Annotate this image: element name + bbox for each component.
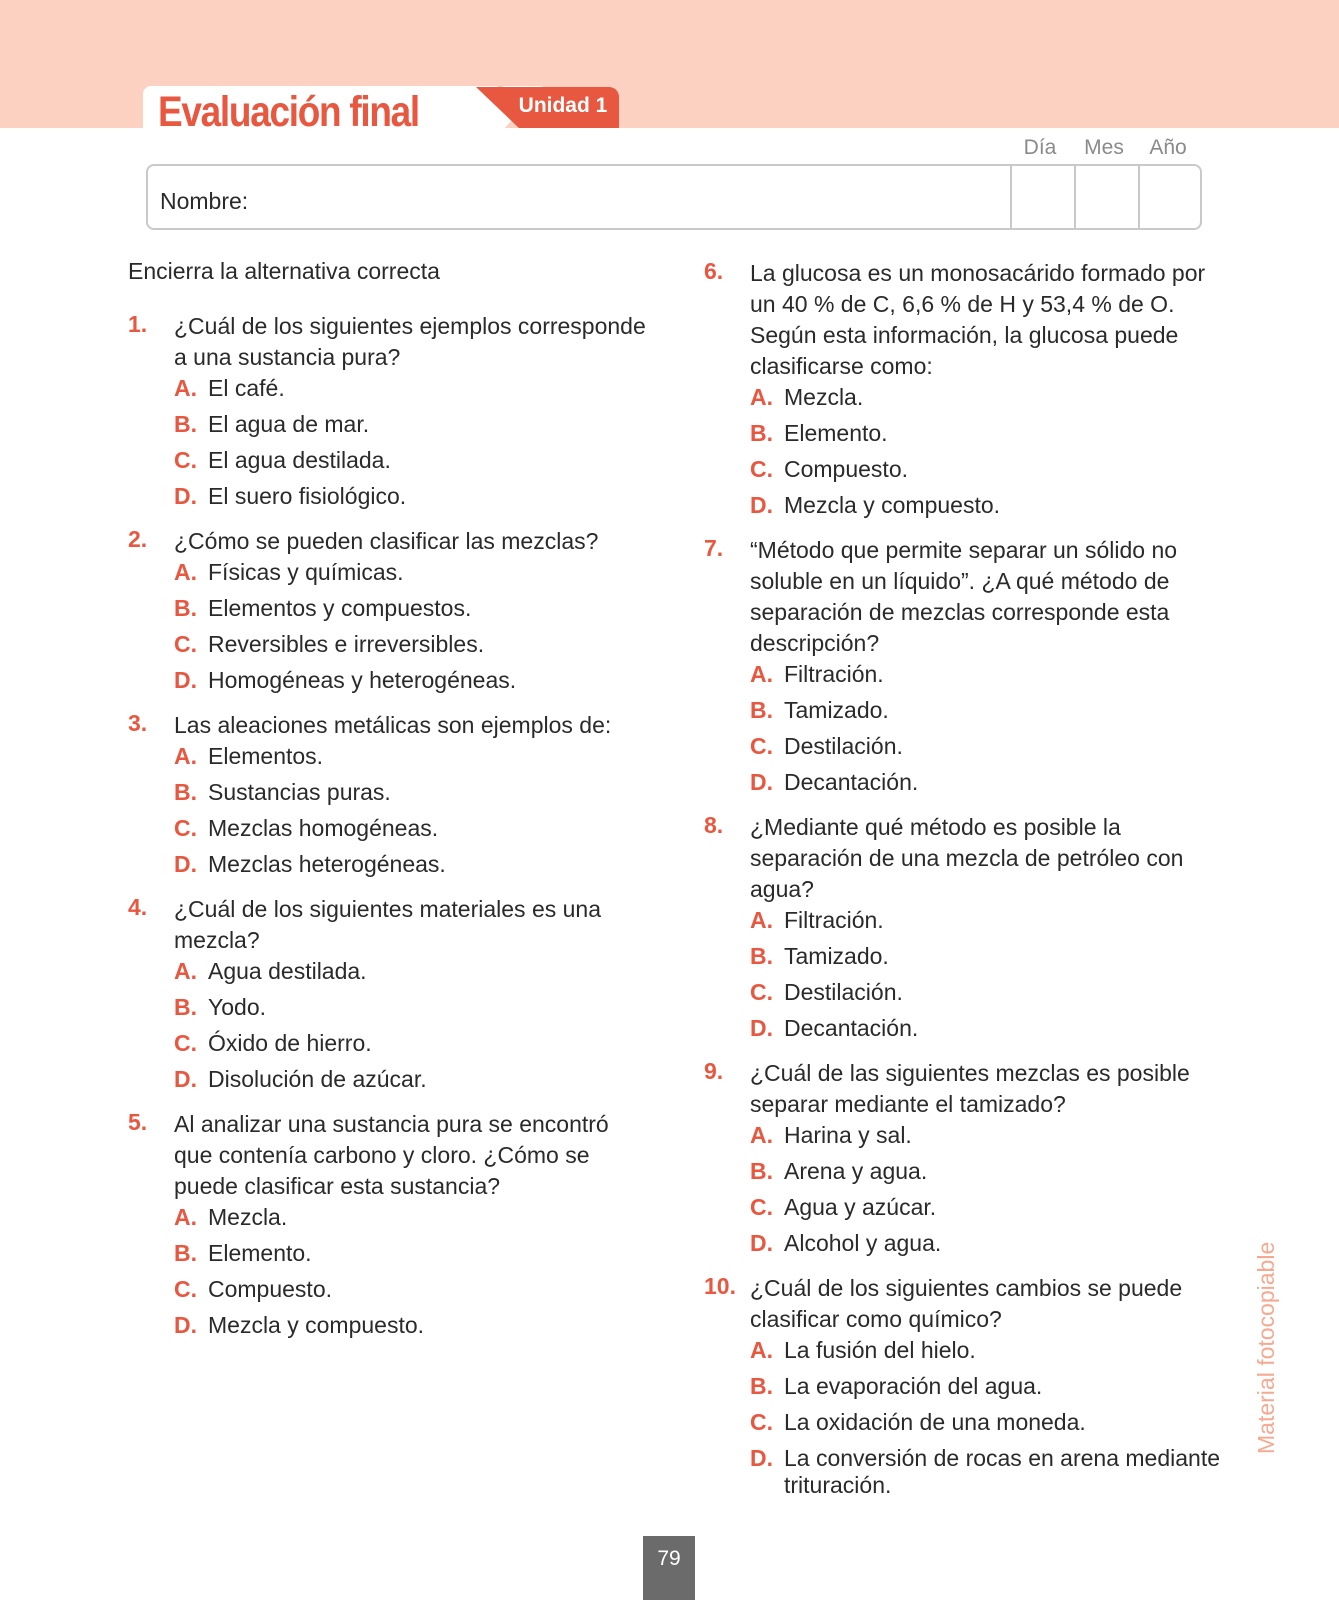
question-10: [704, 1273, 1224, 1499]
options-list: [750, 907, 1224, 1042]
option-letter: A.: [174, 743, 197, 769]
name-label: Nombre:: [160, 188, 249, 214]
option-a[interactable]: [750, 1122, 1224, 1149]
options-list: [174, 559, 648, 694]
option-c[interactable]: [174, 1030, 648, 1057]
option-text: Harina y sal.: [784, 1122, 912, 1148]
option-text: Destilación.: [784, 979, 903, 1005]
option-b[interactable]: [750, 1373, 1224, 1400]
option-d[interactable]: [750, 1230, 1224, 1257]
option-text: Mezcla.: [208, 1204, 288, 1230]
option-text: La conversión de rocas en arena mediante trituración.: [784, 1445, 1221, 1498]
option-text: Físicas y químicas.: [208, 559, 404, 585]
option-text: La fusión del hielo.: [784, 1337, 976, 1363]
option-text: Alcohol y agua.: [784, 1230, 942, 1256]
date-label-day: Día: [1023, 136, 1057, 159]
option-text: Óxido de hierro.: [208, 1030, 372, 1056]
option-letter: A.: [750, 384, 773, 410]
question-text: ¿Cuál de las siguientes mezclas es posible separar mediante el tamizado?: [750, 1060, 1190, 1117]
option-d[interactable]: [750, 769, 1224, 796]
question-number: 4.: [128, 894, 148, 920]
option-text: Decantación.: [784, 1015, 919, 1041]
question-6: [704, 258, 1224, 519]
name-field-box: [146, 164, 1202, 230]
question-number: 3.: [128, 710, 148, 736]
question-2: [128, 526, 648, 694]
options-list: [750, 384, 1224, 519]
option-letter: C.: [750, 1194, 773, 1220]
question-3: [128, 710, 648, 878]
option-letter: B.: [750, 420, 773, 446]
option-b[interactable]: [174, 779, 648, 806]
option-c[interactable]: [174, 1276, 648, 1303]
option-letter: D.: [750, 1230, 773, 1256]
option-text: Homogéneas y heterogéneas.: [208, 667, 517, 693]
question-4: [128, 894, 648, 1093]
question-text: ¿Cuál de los siguientes ejemplos corresponde a una sustancia pura?: [174, 313, 646, 370]
option-letter: D.: [750, 1445, 773, 1471]
option-text: Reversibles e irreversibles.: [208, 631, 485, 657]
option-letter: B.: [750, 1158, 773, 1184]
question-1: [128, 311, 648, 510]
option-letter: A.: [750, 1337, 773, 1363]
option-c[interactable]: [750, 1409, 1224, 1436]
date-day-field[interactable]: [1010, 166, 1074, 228]
option-letter: B.: [750, 1373, 773, 1399]
option-letter: B.: [174, 994, 197, 1020]
option-b[interactable]: [174, 595, 648, 622]
question-number: 5.: [128, 1109, 148, 1135]
option-c[interactable]: [750, 456, 1224, 483]
option-c[interactable]: [750, 1194, 1224, 1221]
question-number: 1.: [128, 311, 148, 337]
option-letter: A.: [174, 375, 197, 401]
option-letter: D.: [174, 1066, 197, 1092]
right-column: [704, 258, 1224, 1515]
option-c[interactable]: [174, 815, 648, 842]
option-letter: C.: [750, 1409, 773, 1435]
option-letter: B.: [750, 697, 773, 723]
options-list: [750, 1337, 1224, 1499]
option-text: Filtración.: [784, 907, 884, 933]
option-letter: D.: [174, 851, 197, 877]
option-text: La evaporación del agua.: [784, 1373, 1043, 1399]
option-text: Compuesto.: [784, 456, 909, 482]
option-d[interactable]: [750, 1445, 1224, 1499]
options-list: [174, 375, 648, 510]
option-a[interactable]: [174, 743, 648, 770]
option-letter: D.: [750, 1015, 773, 1041]
option-letter: C.: [174, 447, 197, 473]
date-label-month: Mes: [1084, 136, 1124, 159]
side-label: Material fotocopiable: [1253, 1241, 1279, 1454]
option-letter: A.: [750, 661, 773, 687]
option-a[interactable]: [174, 559, 648, 586]
option-text: Destilación.: [784, 733, 903, 759]
option-b[interactable]: [174, 1240, 648, 1267]
options-list: [174, 958, 648, 1093]
option-letter: D.: [174, 667, 197, 693]
option-b[interactable]: [750, 943, 1224, 970]
option-text: Elemento.: [784, 420, 888, 446]
option-a[interactable]: [174, 958, 648, 985]
option-text: Elementos.: [208, 743, 324, 769]
option-c[interactable]: [750, 733, 1224, 760]
option-letter: B.: [174, 595, 197, 621]
question-text: ¿Cómo se pueden clasificar las mezclas?: [174, 528, 599, 554]
option-a[interactable]: [750, 907, 1224, 934]
option-text: Mezclas heterogéneas.: [208, 851, 446, 877]
question-number: 6.: [704, 258, 724, 284]
date-label-year: Año: [1149, 136, 1187, 159]
option-text: Elementos y compuestos.: [208, 595, 472, 621]
option-letter: B.: [174, 779, 197, 805]
option-text: Tamizado.: [784, 697, 889, 723]
option-letter: C.: [750, 979, 773, 1005]
question-text: ¿Cuál de los siguientes cambios se puede clasificar como químico?: [750, 1275, 1183, 1332]
option-a[interactable]: [174, 375, 648, 402]
option-d[interactable]: [750, 1015, 1224, 1042]
date-month-field[interactable]: [1074, 166, 1138, 228]
option-text: Arena y agua.: [784, 1158, 928, 1184]
option-letter: D.: [174, 483, 197, 509]
question-9: [704, 1058, 1224, 1257]
option-letter: C.: [750, 733, 773, 759]
question-number: 10.: [704, 1273, 736, 1299]
option-letter: D.: [750, 492, 773, 518]
option-d[interactable]: [174, 667, 648, 694]
option-a[interactable]: [750, 661, 1224, 688]
option-text: Mezcla y compuesto.: [208, 1312, 425, 1338]
instruction: Encierra la alternativa correcta: [128, 258, 440, 284]
date-year-field[interactable]: [1138, 166, 1202, 228]
question-number: 2.: [128, 526, 148, 552]
question-7: [704, 535, 1224, 796]
question-5: [128, 1109, 648, 1339]
option-b[interactable]: [174, 994, 648, 1021]
options-list: [174, 743, 648, 878]
option-letter: A.: [174, 559, 197, 585]
option-text: El agua destilada.: [208, 447, 391, 473]
option-letter: C.: [174, 815, 197, 841]
option-text: Filtración.: [784, 661, 884, 687]
option-letter: A.: [750, 1122, 773, 1148]
option-letter: A.: [174, 1204, 197, 1230]
option-letter: D.: [750, 769, 773, 795]
option-text: Disolución de azúcar.: [208, 1066, 427, 1092]
page-number: 79: [657, 1547, 681, 1570]
option-text: Yodo.: [208, 994, 266, 1020]
option-text: El café.: [208, 375, 285, 401]
options-list: [174, 1204, 648, 1339]
options-list: [750, 1122, 1224, 1257]
question-text: ¿Mediante qué método es posible la separación de una mezcla de petróleo con agua?: [750, 814, 1184, 902]
option-d[interactable]: [174, 1312, 648, 1339]
option-text: Sustancias puras.: [208, 779, 391, 805]
option-a[interactable]: [174, 1204, 648, 1231]
question-number: 7.: [704, 535, 724, 561]
option-d[interactable]: [174, 483, 648, 510]
option-text: El suero fisiológico.: [208, 483, 407, 509]
option-text: Mezcla y compuesto.: [784, 492, 1001, 518]
option-letter: C.: [174, 1030, 197, 1056]
option-b[interactable]: [750, 697, 1224, 724]
option-letter: C.: [174, 631, 197, 657]
left-column: [128, 258, 648, 1355]
question-number: 9.: [704, 1058, 724, 1084]
option-text: Agua destilada.: [208, 958, 367, 984]
option-text: Mezcla.: [784, 384, 864, 410]
option-text: Mezclas homogéneas.: [208, 815, 439, 841]
option-b[interactable]: [750, 420, 1224, 447]
option-text: Tamizado.: [784, 943, 889, 969]
option-text: Elemento.: [208, 1240, 312, 1266]
option-c[interactable]: [750, 979, 1224, 1006]
question-8: [704, 812, 1224, 1042]
option-b[interactable]: [174, 411, 648, 438]
option-letter: A.: [750, 907, 773, 933]
option-b[interactable]: [750, 1158, 1224, 1185]
option-d[interactable]: [750, 492, 1224, 519]
unit-badge-label: Unidad 1: [518, 94, 608, 117]
question-text: ¿Cuál de los siguientes materiales es una mezcla?: [174, 896, 602, 953]
option-letter: A.: [174, 958, 197, 984]
option-a[interactable]: [750, 1337, 1224, 1364]
option-letter: C.: [174, 1276, 197, 1302]
option-text: Compuesto.: [208, 1276, 333, 1302]
option-text: La oxidación de una moneda.: [784, 1409, 1086, 1435]
question-number: 8.: [704, 812, 724, 838]
options-list: [750, 661, 1224, 796]
question-text: La glucosa es un monosacárido formado por un 40 % de C, 6,6 % de H y 53,4 % de O. Según esta información, la glucosa puede clasificarse como:: [750, 260, 1206, 379]
option-text: El agua de mar.: [208, 411, 370, 437]
option-letter: B.: [750, 943, 773, 969]
option-letter: B.: [174, 411, 197, 437]
option-letter: D.: [174, 1312, 197, 1338]
option-c[interactable]: [174, 631, 648, 658]
option-text: Agua y azúcar.: [784, 1194, 937, 1220]
question-text: Las aleaciones metálicas son ejemplos de:: [174, 712, 612, 738]
option-letter: B.: [174, 1240, 197, 1266]
option-d[interactable]: [174, 1066, 648, 1093]
page-title: Evaluación final: [158, 88, 419, 136]
question-text: Al analizar una sustancia pura se encontró que contenía carbono y cloro. ¿Cómo se puede clasificar esta sustancia?: [174, 1111, 609, 1199]
option-a[interactable]: [750, 384, 1224, 411]
option-text: Decantación.: [784, 769, 919, 795]
option-c[interactable]: [174, 447, 648, 474]
option-letter: C.: [750, 456, 773, 482]
option-d[interactable]: [174, 851, 648, 878]
question-text: “Método que permite separar un sólido no soluble en un líquido”. ¿A qué método de separación de mezclas corresponde esta descripción?: [750, 537, 1178, 656]
